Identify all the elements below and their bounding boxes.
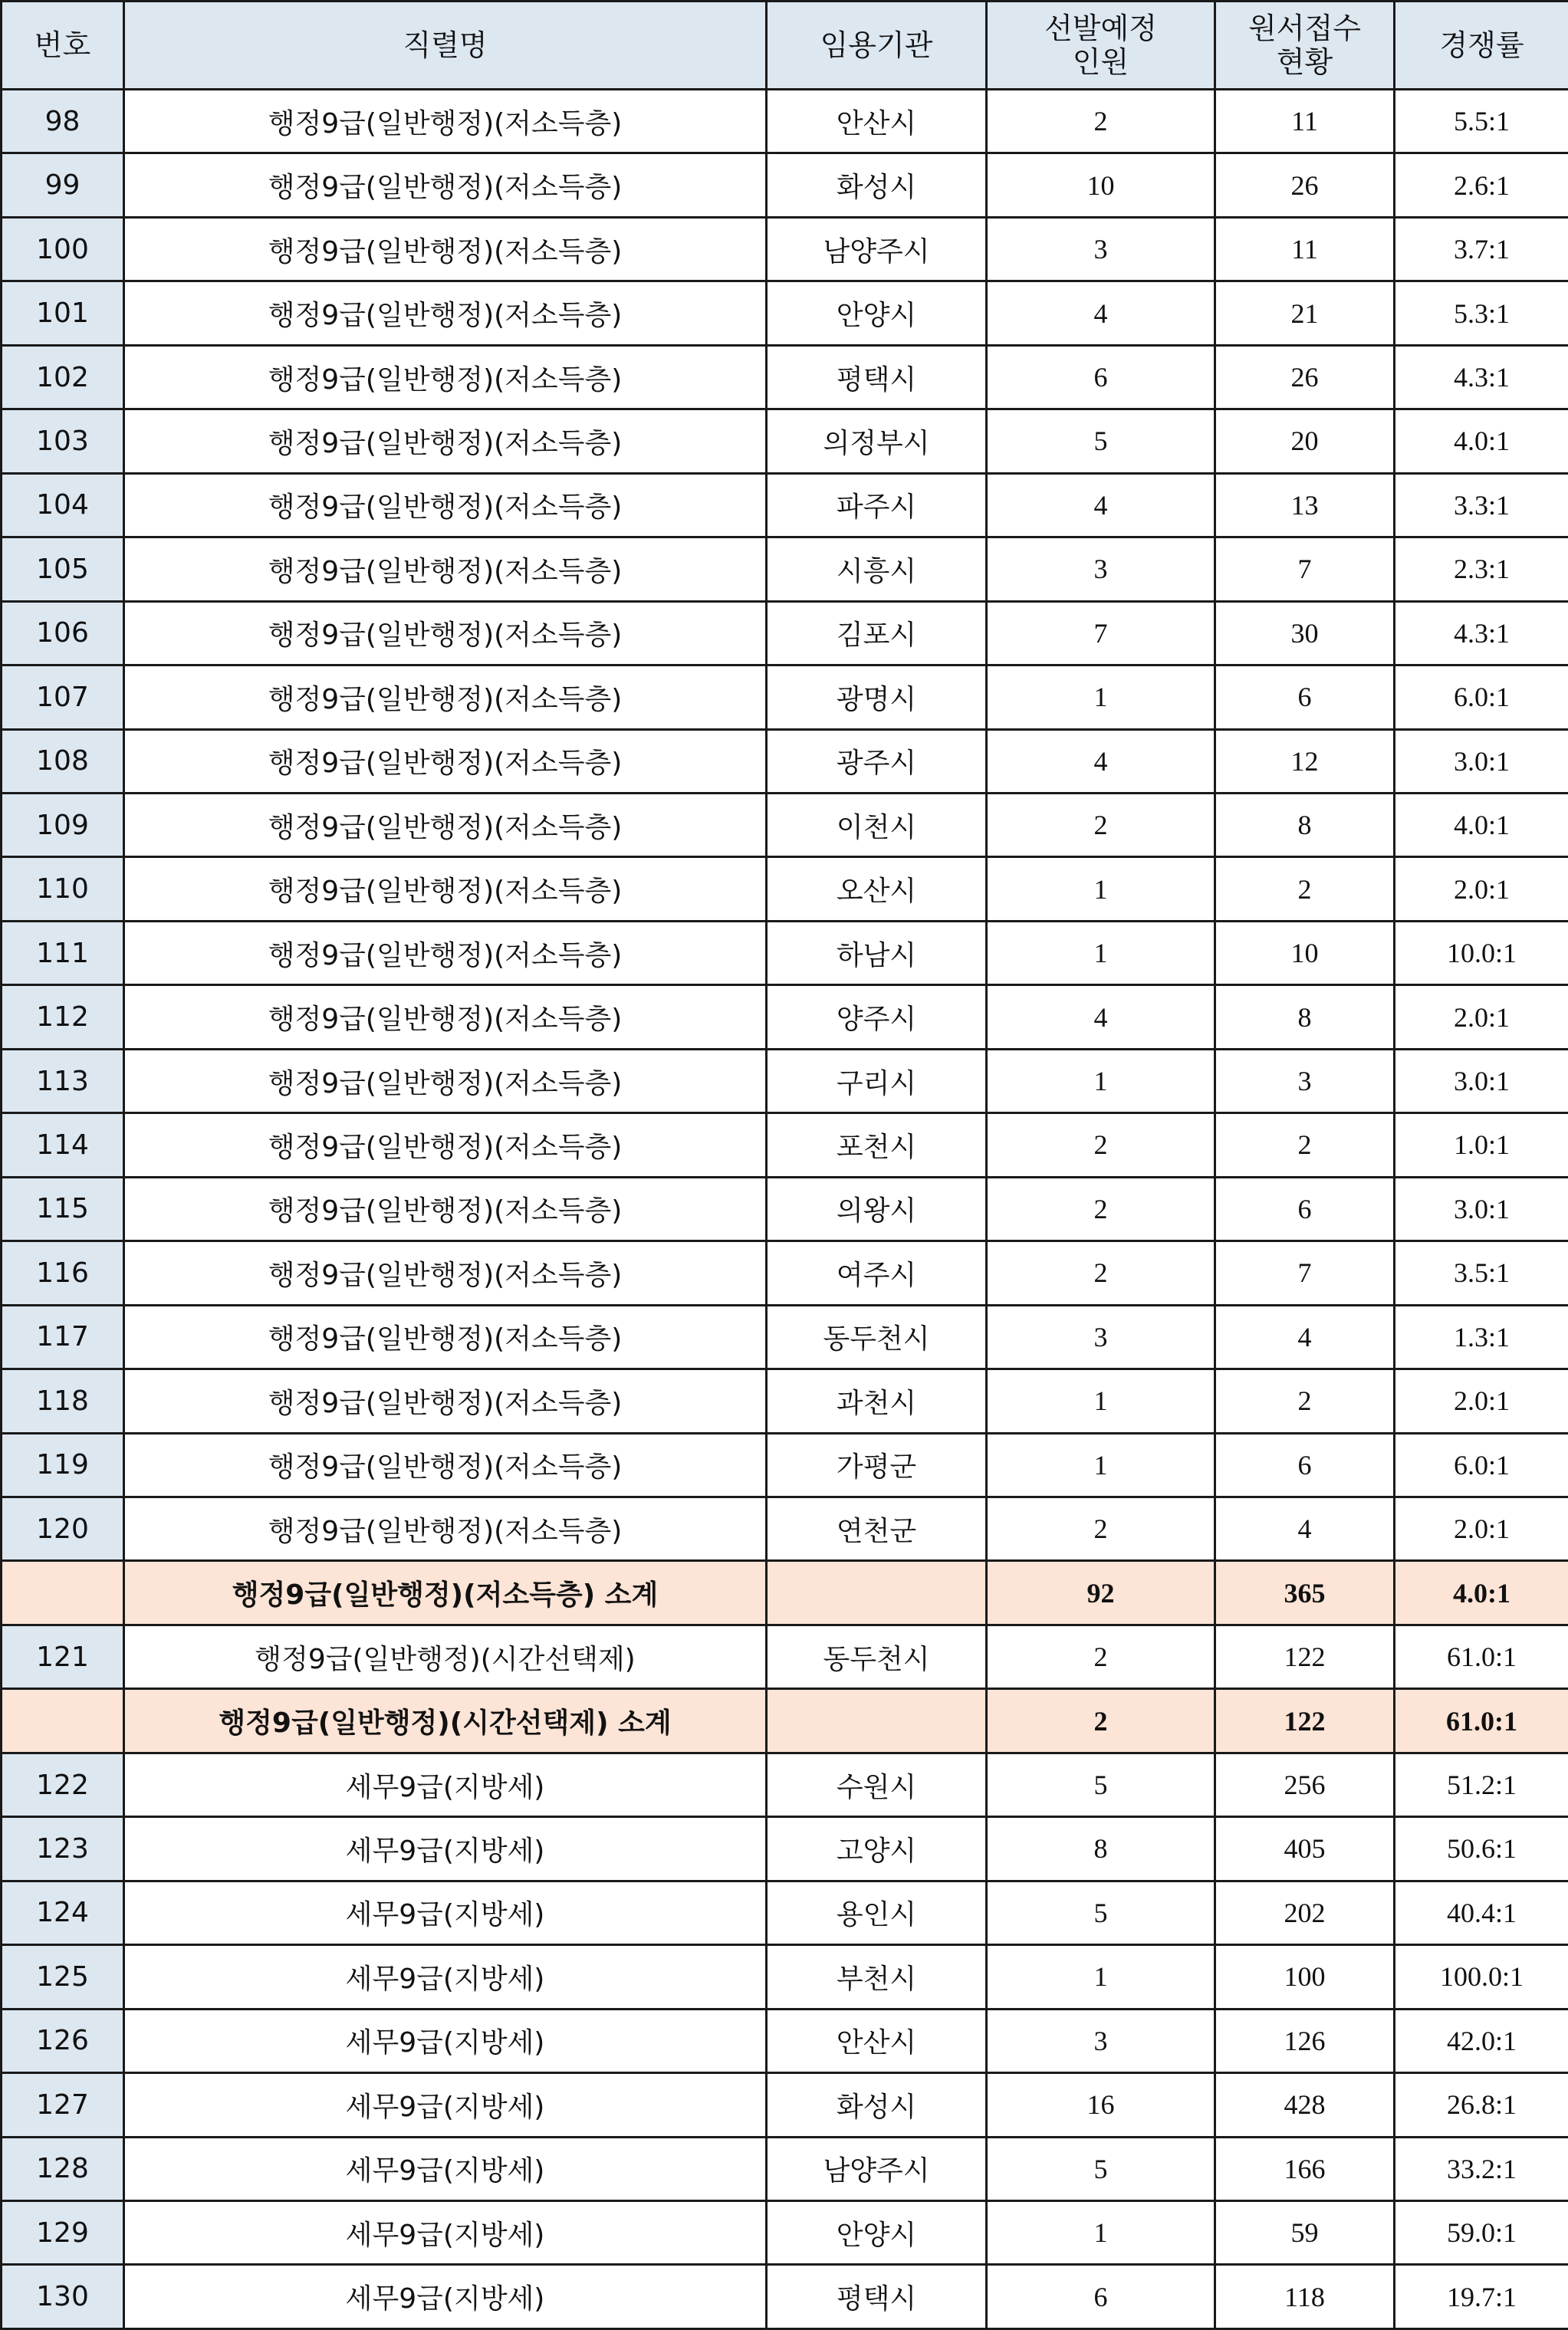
header-applied [1215, 2, 1395, 90]
cell-no: 116 [2, 1241, 124, 1305]
cell-title: 행정9급(일반행정)(저소득층) [124, 473, 767, 537]
table-row [2, 601, 1568, 665]
table-row [2, 1113, 1568, 1177]
table-row [2, 2200, 1568, 2264]
cell-applied: 100 [1215, 1945, 1395, 2009]
cell-ratio: 5.3:1 [1395, 281, 1568, 345]
cell-title: 세무9급(지방세) [124, 1945, 767, 2009]
cell-ratio: 1.3:1 [1395, 1305, 1568, 1369]
cell-org: 광명시 [767, 665, 987, 729]
cell-applied: 405 [1215, 1817, 1395, 1881]
cell-no: 119 [2, 1433, 124, 1497]
cell-org: 시흥시 [767, 537, 987, 601]
cell-title: 행정9급(일반행정)(저소득층) [124, 409, 767, 473]
cell-applied: 12 [1215, 729, 1395, 793]
cell-org: 안양시 [767, 2200, 987, 2264]
subtotal-row [2, 1689, 1568, 1753]
cell-planned: 5 [987, 1753, 1215, 1816]
cell-planned: 7 [987, 601, 1215, 665]
table-row [2, 217, 1568, 281]
cell-no: 100 [2, 217, 124, 281]
cell-planned: 6 [987, 345, 1215, 409]
cell-no: 118 [2, 1369, 124, 1433]
header-planned-line2: 인원 [1072, 45, 1129, 79]
cell-applied: 6 [1215, 665, 1395, 729]
cell-planned: 2 [987, 793, 1215, 856]
cell-applied: 59 [1215, 2200, 1395, 2264]
cell-planned: 4 [987, 473, 1215, 537]
cell-planned: 1 [987, 1945, 1215, 2009]
cell-no: 120 [2, 1497, 124, 1560]
cell-title: 행정9급(일반행정)(저소득층) [124, 729, 767, 793]
table-body [2, 90, 1568, 2329]
cell-no: 121 [2, 1625, 124, 1688]
cell-no: 129 [2, 2200, 124, 2264]
cell-ratio: 4.0:1 [1395, 409, 1568, 473]
cell-planned: 2 [987, 1177, 1215, 1241]
cell-title: 행정9급(일반행정)(저소득층) [124, 665, 767, 729]
cell-org: 파주시 [767, 473, 987, 537]
cell-no: 99 [2, 153, 124, 217]
cell-applied: 26 [1215, 153, 1395, 217]
table-row [2, 537, 1568, 601]
cell-ratio: 2.0:1 [1395, 1497, 1568, 1560]
cell-ratio: 2.0:1 [1395, 1369, 1568, 1433]
cell-no: 125 [2, 1945, 124, 2009]
cell-no: 112 [2, 985, 124, 1049]
cell-applied: 365 [1215, 1561, 1395, 1625]
cell-org: 화성시 [767, 153, 987, 217]
cell-applied: 256 [1215, 1753, 1395, 1816]
cell-no: 115 [2, 1177, 124, 1241]
cell-no: 126 [2, 2009, 124, 2072]
table-row [2, 1241, 1568, 1305]
cell-applied: 428 [1215, 2073, 1395, 2137]
cell-planned: 5 [987, 1881, 1215, 1944]
table-row [2, 409, 1568, 473]
cell-planned: 1 [987, 1433, 1215, 1497]
cell-title: 행정9급(일반행정)(저소득층) [124, 217, 767, 281]
cell-org: 연천군 [767, 1497, 987, 1560]
table-row [2, 473, 1568, 537]
cell-title: 행정9급(일반행정)(저소득층) 소계 [124, 1561, 767, 1625]
cell-no: 114 [2, 1113, 124, 1177]
cell-ratio: 6.0:1 [1395, 1433, 1568, 1497]
cell-planned: 1 [987, 2200, 1215, 2264]
cell-applied: 166 [1215, 2137, 1395, 2200]
header-applied-line1: 원서접수 [1248, 12, 1361, 45]
cell-no: 103 [2, 409, 124, 473]
cell-ratio: 6.0:1 [1395, 665, 1568, 729]
cell-org: 평택시 [767, 345, 987, 409]
cell-applied: 26 [1215, 345, 1395, 409]
cell-applied: 3 [1215, 1049, 1395, 1112]
cell-org: 구리시 [767, 1049, 987, 1112]
cell-title: 세무9급(지방세) [124, 2265, 767, 2329]
cell-org: 하남시 [767, 921, 987, 984]
cell-planned: 2 [987, 1689, 1215, 1753]
cell-org: 과천시 [767, 1369, 987, 1433]
table-row [2, 665, 1568, 729]
cell-applied: 30 [1215, 601, 1395, 665]
cell-planned: 8 [987, 1817, 1215, 1881]
cell-ratio: 10.0:1 [1395, 921, 1568, 984]
cell-org: 광주시 [767, 729, 987, 793]
cell-planned: 10 [987, 153, 1215, 217]
cell-planned: 1 [987, 857, 1215, 921]
header-no: 번호 [2, 2, 124, 90]
table-row [2, 729, 1568, 793]
cell-applied: 2 [1215, 1113, 1395, 1177]
cell-ratio: 3.0:1 [1395, 1049, 1568, 1112]
cell-no: 117 [2, 1305, 124, 1369]
cell-org: 포천시 [767, 1113, 987, 1177]
cell-title: 행정9급(일반행정)(저소득층) [124, 153, 767, 217]
cell-org: 김포시 [767, 601, 987, 665]
cell-no: 113 [2, 1049, 124, 1112]
table-row [2, 1305, 1568, 1369]
cell-planned: 6 [987, 2265, 1215, 2329]
cell-ratio: 61.0:1 [1395, 1689, 1568, 1753]
cell-title: 행정9급(일반행정)(저소득층) [124, 1433, 767, 1497]
cell-applied: 122 [1215, 1689, 1395, 1753]
table-row [2, 2265, 1568, 2329]
cell-title: 행정9급(일반행정)(저소득층) [124, 1177, 767, 1241]
cell-org: 부천시 [767, 1945, 987, 2009]
cell-no: 108 [2, 729, 124, 793]
cell-ratio: 4.0:1 [1395, 1561, 1568, 1625]
cell-title: 행정9급(일반행정)(저소득층) [124, 537, 767, 601]
cell-ratio: 19.7:1 [1395, 2265, 1568, 2329]
cell-ratio: 3.3:1 [1395, 473, 1568, 537]
cell-org: 동두천시 [767, 1625, 987, 1688]
cell-org: 남양주시 [767, 2137, 987, 2200]
table-row [2, 1433, 1568, 1497]
cell-applied: 4 [1215, 1497, 1395, 1560]
cell-org: 용인시 [767, 1881, 987, 1944]
cell-applied: 6 [1215, 1433, 1395, 1497]
cell-title: 행정9급(일반행정)(저소득층) [124, 601, 767, 665]
subtotal-row [2, 1561, 1568, 1625]
cell-org: 화성시 [767, 2073, 987, 2137]
cell-no: 123 [2, 1817, 124, 1881]
cell-ratio: 3.0:1 [1395, 1177, 1568, 1241]
cell-title: 행정9급(일반행정)(저소득층) [124, 1497, 767, 1560]
table-row [2, 793, 1568, 856]
cell-title: 행정9급(일반행정)(저소득층) [124, 1241, 767, 1305]
cell-org: 안산시 [767, 90, 987, 153]
cell-no: 124 [2, 1881, 124, 1944]
table-row [2, 2009, 1568, 2072]
cell-title: 행정9급(일반행정)(저소득층) [124, 1305, 767, 1369]
cell-org: 양주시 [767, 985, 987, 1049]
cell-planned: 4 [987, 985, 1215, 1049]
cell-planned: 5 [987, 2137, 1215, 2200]
cell-ratio: 2.0:1 [1395, 985, 1568, 1049]
cell-org: 오산시 [767, 857, 987, 921]
cell-planned: 5 [987, 409, 1215, 473]
cell-applied: 7 [1215, 1241, 1395, 1305]
cell-title: 행정9급(일반행정)(저소득층) [124, 857, 767, 921]
cell-no: 122 [2, 1753, 124, 1816]
cell-ratio: 2.0:1 [1395, 857, 1568, 921]
header-ratio: 경쟁률 [1395, 2, 1568, 90]
cell-no: 105 [2, 537, 124, 601]
cell-org: 이천시 [767, 793, 987, 856]
cell-ratio: 2.6:1 [1395, 153, 1568, 217]
table-row [2, 2137, 1568, 2200]
cell-org: 남양주시 [767, 217, 987, 281]
cell-ratio: 26.8:1 [1395, 2073, 1568, 2137]
cell-ratio: 4.3:1 [1395, 601, 1568, 665]
cell-org [767, 1561, 987, 1625]
cell-no: 107 [2, 665, 124, 729]
cell-title: 행정9급(일반행정)(저소득층) [124, 1049, 767, 1112]
cell-title: 행정9급(일반행정)(저소득층) [124, 1113, 767, 1177]
header-planned [987, 2, 1215, 90]
cell-no: 102 [2, 345, 124, 409]
cell-title: 세무9급(지방세) [124, 2073, 767, 2137]
cell-no: 109 [2, 793, 124, 856]
header-row [2, 2, 1568, 90]
cell-planned: 2 [987, 1625, 1215, 1688]
table-row [2, 281, 1568, 345]
cell-title: 행정9급(일반행정)(저소득층) [124, 921, 767, 984]
cell-ratio: 59.0:1 [1395, 2200, 1568, 2264]
table-row [2, 857, 1568, 921]
cell-org: 수원시 [767, 1753, 987, 1816]
cell-applied: 126 [1215, 2009, 1395, 2072]
table-row [2, 1177, 1568, 1241]
cell-planned: 3 [987, 2009, 1215, 2072]
table-row [2, 1817, 1568, 1881]
cell-planned: 92 [987, 1561, 1215, 1625]
cell-ratio: 61.0:1 [1395, 1625, 1568, 1688]
cell-title: 세무9급(지방세) [124, 1881, 767, 1944]
cell-ratio: 51.2:1 [1395, 1753, 1568, 1816]
table-row [2, 1881, 1568, 1944]
cell-ratio: 50.6:1 [1395, 1817, 1568, 1881]
cell-applied: 11 [1215, 90, 1395, 153]
cell-applied: 2 [1215, 857, 1395, 921]
table-row [2, 1945, 1568, 2009]
cell-planned: 1 [987, 665, 1215, 729]
cell-no: 98 [2, 90, 124, 153]
cell-title: 세무9급(지방세) [124, 1753, 767, 1816]
table-row [2, 1369, 1568, 1433]
cell-org: 의정부시 [767, 409, 987, 473]
table-row [2, 1625, 1568, 1688]
cell-ratio: 4.0:1 [1395, 793, 1568, 856]
cell-planned: 1 [987, 1369, 1215, 1433]
cell-org: 안양시 [767, 281, 987, 345]
cell-org: 고양시 [767, 1817, 987, 1881]
cell-applied: 202 [1215, 1881, 1395, 1944]
cell-planned: 2 [987, 90, 1215, 153]
table-row [2, 985, 1568, 1049]
cell-ratio: 4.3:1 [1395, 345, 1568, 409]
cell-applied: 4 [1215, 1305, 1395, 1369]
cell-planned: 4 [987, 281, 1215, 345]
cell-org [767, 1689, 987, 1753]
cell-org: 평택시 [767, 2265, 987, 2329]
cell-title: 행정9급(일반행정)(저소득층) [124, 793, 767, 856]
cell-applied: 20 [1215, 409, 1395, 473]
cell-ratio: 2.3:1 [1395, 537, 1568, 601]
table-row [2, 1497, 1568, 1560]
header-planned-line1: 선발예정 [1044, 12, 1157, 45]
cell-planned: 2 [987, 1241, 1215, 1305]
cell-title: 행정9급(일반행정)(저소득층) [124, 1369, 767, 1433]
cell-title: 행정9급(일반행정)(저소득층) [124, 90, 767, 153]
cell-applied: 8 [1215, 793, 1395, 856]
cell-ratio: 3.5:1 [1395, 1241, 1568, 1305]
table-row [2, 2073, 1568, 2137]
cell-ratio: 40.4:1 [1395, 1881, 1568, 1944]
cell-no: 111 [2, 921, 124, 984]
cell-title: 행정9급(일반행정)(저소득층) [124, 985, 767, 1049]
cell-title: 행정9급(일반행정)(시간선택제) [124, 1625, 767, 1688]
cell-ratio: 5.5:1 [1395, 90, 1568, 153]
cell-planned: 1 [987, 921, 1215, 984]
cell-org: 가평군 [767, 1433, 987, 1497]
cell-applied: 8 [1215, 985, 1395, 1049]
cell-ratio: 42.0:1 [1395, 2009, 1568, 2072]
cell-title: 세무9급(지방세) [124, 2200, 767, 2264]
cell-no: 101 [2, 281, 124, 345]
cell-ratio: 33.2:1 [1395, 2137, 1568, 2200]
cell-planned: 16 [987, 2073, 1215, 2137]
cell-ratio: 100.0:1 [1395, 1945, 1568, 2009]
cell-planned: 3 [987, 217, 1215, 281]
cell-applied: 2 [1215, 1369, 1395, 1433]
cell-planned: 4 [987, 729, 1215, 793]
header-title: 직렬명 [124, 2, 767, 90]
cell-applied: 6 [1215, 1177, 1395, 1241]
cell-no: 128 [2, 2137, 124, 2200]
cell-title: 행정9급(일반행정)(저소득층) [124, 345, 767, 409]
cell-ratio: 3.0:1 [1395, 729, 1568, 793]
table-row [2, 921, 1568, 984]
header-org: 임용기관 [767, 2, 987, 90]
table-row [2, 345, 1568, 409]
table-row [2, 153, 1568, 217]
cell-ratio: 1.0:1 [1395, 1113, 1568, 1177]
cell-title: 행정9급(일반행정)(시간선택제) 소계 [124, 1689, 767, 1753]
table-row [2, 90, 1568, 153]
table-row [2, 1753, 1568, 1816]
cell-title: 세무9급(지방세) [124, 2009, 767, 2072]
cell-applied: 13 [1215, 473, 1395, 537]
cell-applied: 10 [1215, 921, 1395, 984]
cell-no [2, 1689, 124, 1753]
cell-planned: 2 [987, 1113, 1215, 1177]
cell-no [2, 1561, 124, 1625]
cell-planned: 3 [987, 537, 1215, 601]
cell-title: 세무9급(지방세) [124, 1817, 767, 1881]
cell-org: 여주시 [767, 1241, 987, 1305]
cell-title: 세무9급(지방세) [124, 2137, 767, 2200]
cell-no: 130 [2, 2265, 124, 2329]
cell-title: 행정9급(일반행정)(저소득층) [124, 281, 767, 345]
cell-planned: 3 [987, 1305, 1215, 1369]
cell-planned: 1 [987, 1049, 1215, 1112]
cell-applied: 118 [1215, 2265, 1395, 2329]
cell-applied: 21 [1215, 281, 1395, 345]
cell-no: 104 [2, 473, 124, 537]
cell-org: 안산시 [767, 2009, 987, 2072]
cell-no: 106 [2, 601, 124, 665]
cell-no: 127 [2, 2073, 124, 2137]
table-row [2, 1049, 1568, 1112]
cell-applied: 122 [1215, 1625, 1395, 1688]
cell-planned: 2 [987, 1497, 1215, 1560]
cell-ratio: 3.7:1 [1395, 217, 1568, 281]
cell-applied: 7 [1215, 537, 1395, 601]
cell-org: 동두천시 [767, 1305, 987, 1369]
cell-org: 의왕시 [767, 1177, 987, 1241]
cell-no: 110 [2, 857, 124, 921]
cell-applied: 11 [1215, 217, 1395, 281]
header-applied-line2: 현황 [1276, 45, 1333, 79]
